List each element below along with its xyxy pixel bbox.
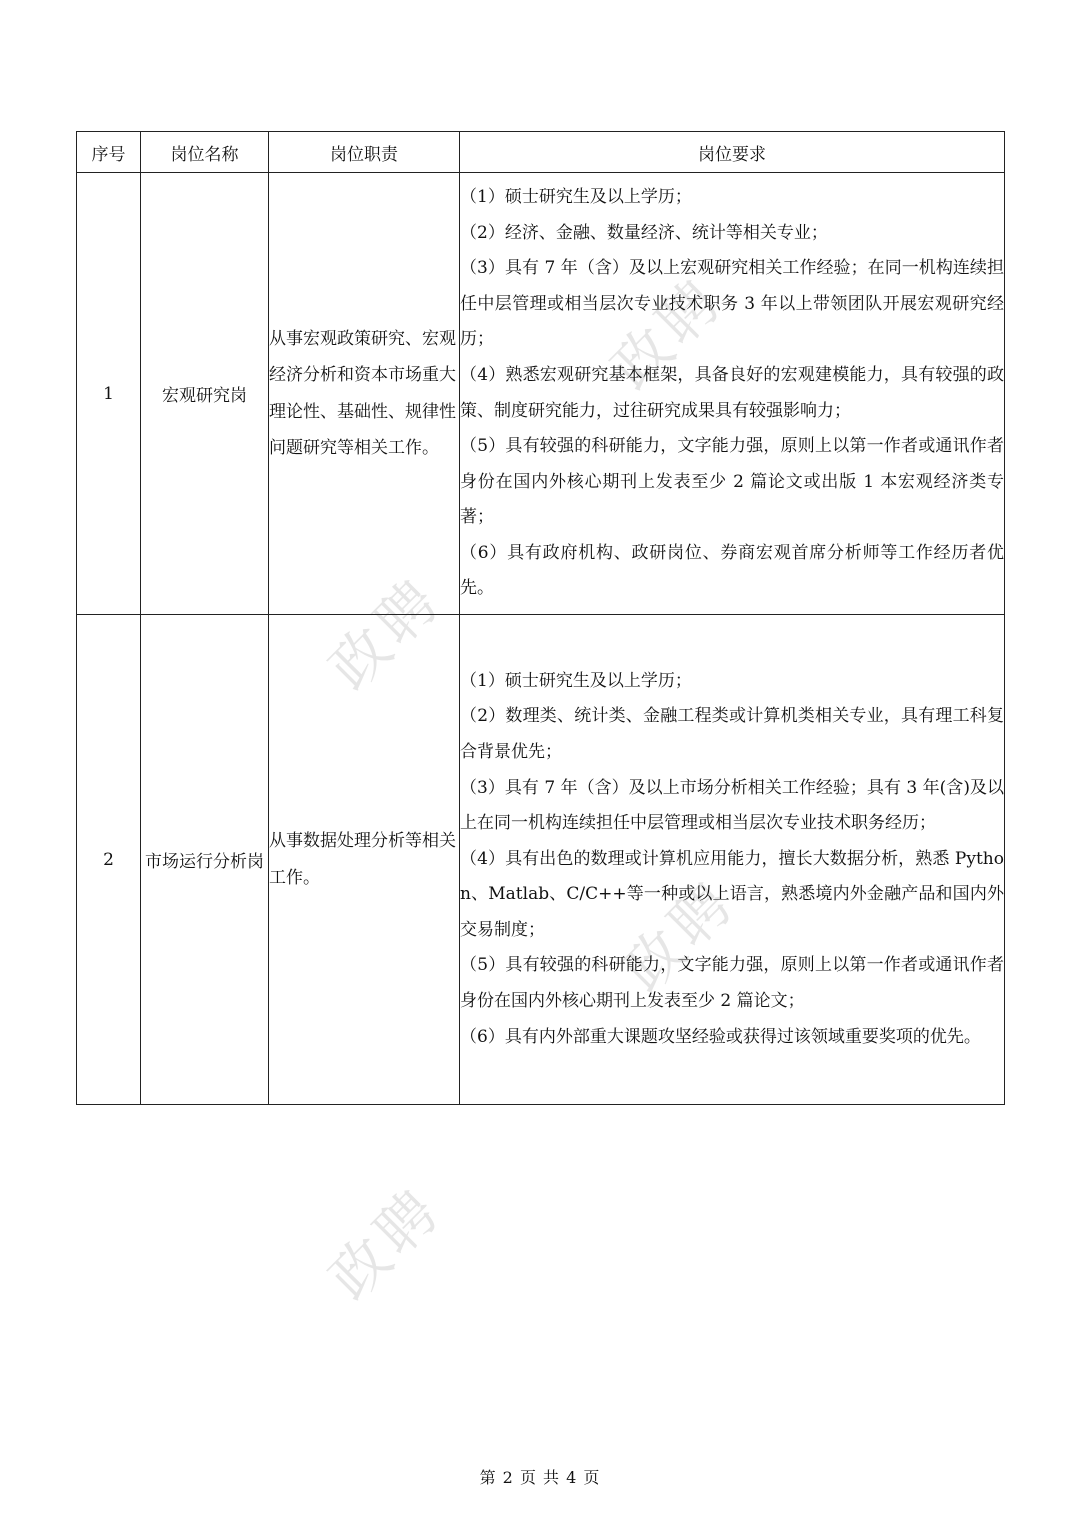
job-positions-table: [76, 131, 1005, 1105]
table-header-row: [77, 132, 1005, 173]
row-serial-number: 2: [77, 615, 141, 1105]
header-position-duties: 岗位职责: [269, 132, 460, 173]
row-position-name: 宏观研究岗: [141, 173, 269, 615]
row-serial-number: 1: [77, 173, 141, 615]
requirement-item: （6）具有内外部重大课题攻坚经验或获得过该领域重要奖项的优先。: [460, 1026, 981, 1047]
requirement-item: （5）具有较强的科研能力，文字能力强，原则上以第一作者或通讯作者身份在国内外核心期刊上发表至少 2 篇论文；: [460, 955, 1004, 1012]
header-position-requirements: 岗位要求: [460, 132, 1005, 173]
row-position-name: 市场运行分析岗: [141, 615, 269, 1105]
requirement-item: （6）具有政府机构、政研岗位、券商宏观首席分析师等工作经历者优先。: [460, 542, 1004, 599]
table-row: [77, 173, 1005, 615]
row-position-requirements: [460, 173, 1005, 615]
requirement-item: （3）具有 7 年（含）及以上市场分析相关工作经验；具有 3 年(含)及以上在同一机构连续担任中层管理或相当层次专业技术职务经历；: [460, 777, 1004, 834]
watermark: 政聘: [316, 1174, 455, 1313]
requirement-item: （1）硕士研究生及以上学历；: [460, 670, 692, 691]
requirement-item: （1）硕士研究生及以上学历；: [460, 186, 692, 207]
requirement-item: （3）具有 7 年（含）及以上宏观研究相关工作经验；在同一机构连续担任中层管理或相当层次专业技术职务 3 年以上带领团队开展宏观研究经历；: [460, 258, 1004, 350]
table-row: [77, 615, 1005, 1105]
watermark: 政聘: [316, 564, 455, 703]
header-serial-number: 序号: [77, 132, 141, 173]
requirement-item: （4）具有出色的数理或计算机应用能力，擅长大数据分析，熟悉 Python、Matlab、C/C++等一种或以上语言，熟悉境内外金融产品和国内外交易制度；: [460, 848, 1004, 940]
requirement-item: （4）熟悉宏观研究基本框架，具备良好的宏观建模能力，具有较强的政策、制度研究能力，过往研究成果具有较强影响力；: [460, 364, 1004, 421]
watermark: 政聘: [610, 866, 749, 1005]
requirement-item: （2）数理类、统计类、金融工程类或计算机类相关专业，具有理工科复合背景优先；: [460, 706, 1004, 762]
page-number-footer: 第 2 页 共 4 页: [479, 1468, 601, 1487]
row-position-duties: 从事宏观政策研究、宏观经济分析和资本市场重大理论性、基础性、规律性问题研究等相关工作。: [269, 173, 460, 615]
row-position-requirements: [460, 615, 1005, 1105]
requirement-item: （5）具有较强的科研能力，文字能力强，原则上以第一作者或通讯作者身份在国内外核心期刊上发表至少 2 篇论文或出版 1 本宏观经济类专著；: [460, 436, 1004, 528]
watermark: 政聘: [598, 264, 737, 403]
row-position-duties: 从事数据处理分析等相关工作。: [269, 615, 460, 1105]
requirement-item: （2）经济、金融、数量经济、统计等相关专业；: [460, 222, 828, 243]
header-position-name: 岗位名称: [141, 132, 269, 173]
